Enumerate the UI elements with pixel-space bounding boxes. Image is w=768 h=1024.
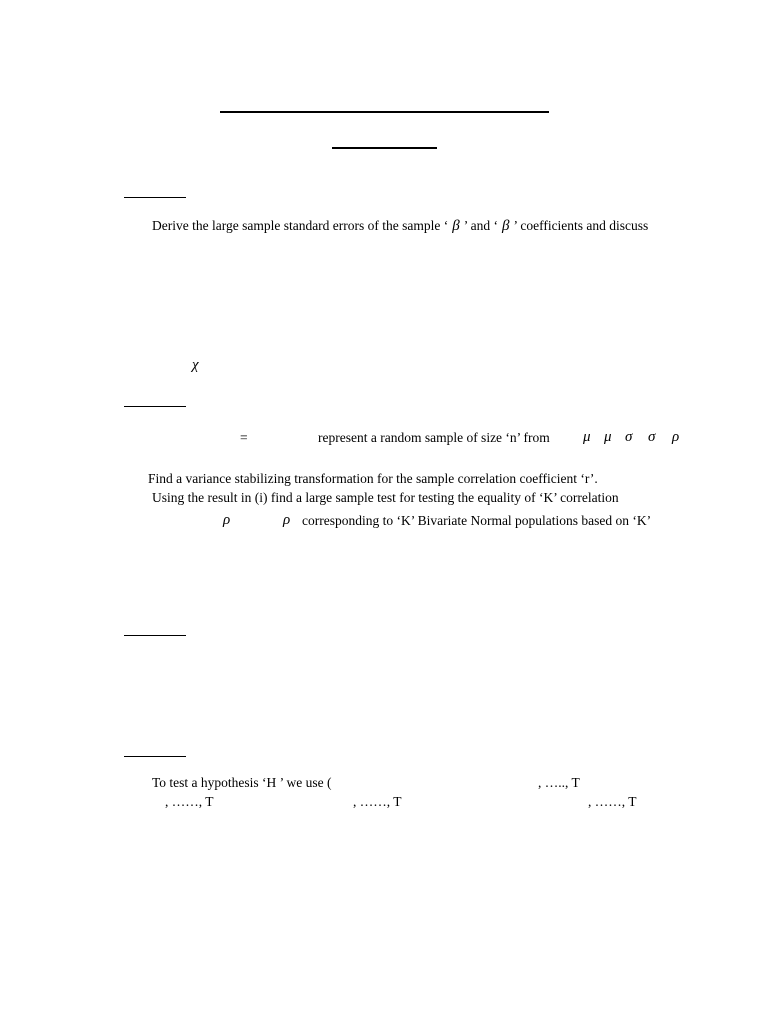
question-3-heading-rule (124, 635, 186, 636)
q2-item-ii-continued: corresponding to ‘K’ Bivariate Normal populations based on ‘K’ (302, 513, 652, 528)
q2-sample-text: represent a random sample of size ‘n’ from (318, 430, 550, 445)
param-mu-2: μ (604, 429, 612, 445)
question-4-heading-rule (124, 756, 186, 757)
beta-symbol-1: β (452, 218, 460, 234)
q1-text-a: Derive the large sample standard errors of the sample ‘ (152, 218, 449, 233)
param-sigma-2: σ (648, 429, 656, 445)
q4-line1-b: , ….., T (538, 775, 580, 790)
param-mu-1: μ (583, 429, 591, 445)
rho-symbol-1: ρ (223, 512, 231, 528)
rho-symbol-2: ρ (283, 512, 291, 528)
param-sigma-1: σ (625, 429, 633, 445)
chi-symbol: χ (192, 357, 199, 373)
q4-line2-c: , ……, T (588, 794, 637, 809)
q4-line2-a: , ……, T (165, 794, 214, 809)
beta-symbol-2: β (501, 218, 510, 234)
title-rule (220, 111, 549, 113)
q4-line1-a: To test a hypothesis ‘H ’ we use ( (152, 775, 332, 790)
question-1-heading-rule (124, 197, 186, 198)
q1-text-b: ’ and ‘ (463, 218, 498, 233)
subtitle-rule (332, 147, 437, 149)
question-2-heading-rule (124, 406, 186, 407)
equals-sign: = (240, 430, 248, 445)
q1-line (152, 219, 648, 234)
q2-item-i: Find a variance stabilizing transformation for the sample correlation coefficient ‘r’. (148, 471, 598, 486)
param-rho: ρ (672, 429, 680, 445)
q2-item-ii: Using the result in (i) find a large sample test for testing the equality of ‘K’ correlation (152, 490, 619, 505)
q4-line2-b: , ……, T (353, 794, 402, 809)
q1-text-c: ’ coefficients and discuss (513, 218, 649, 233)
